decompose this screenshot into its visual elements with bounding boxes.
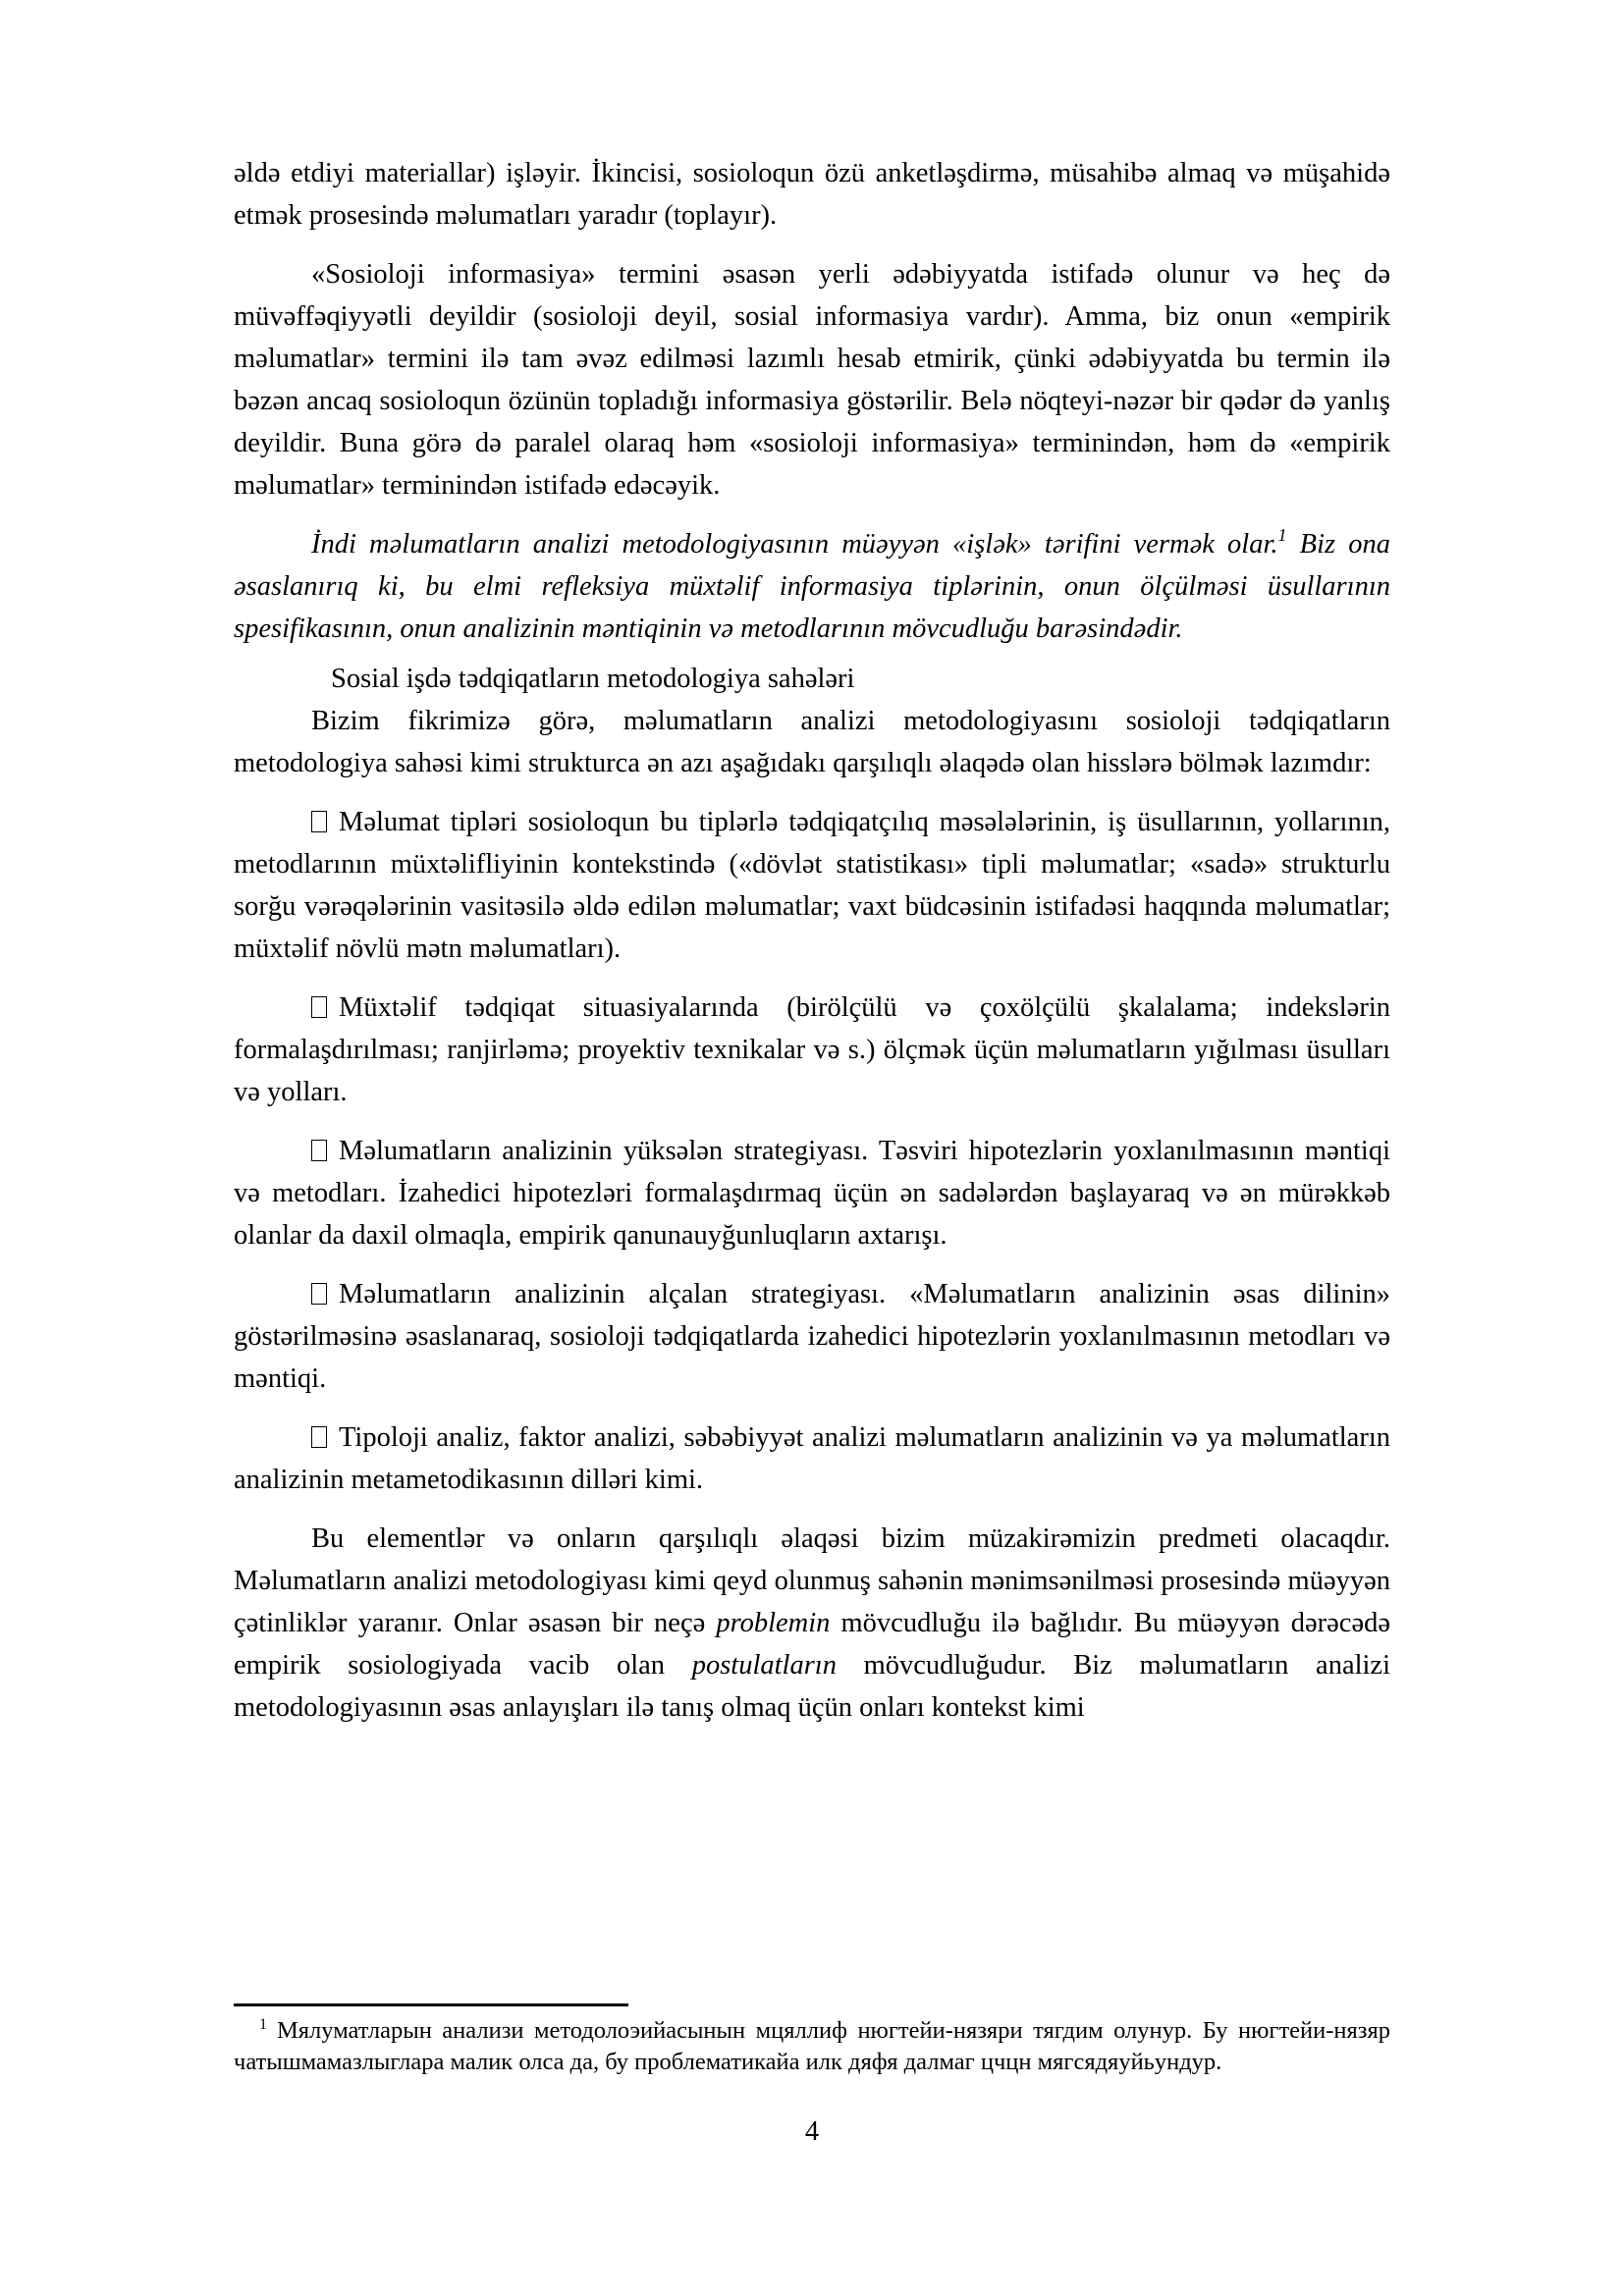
paragraph-closing	[234, 1518, 1390, 1729]
list-item	[234, 801, 1390, 970]
paragraph-intro: Bizim fikrimizə görə, məlumatların analizi metodologiyasını sosioloji tədqiqatların metodologiya sahəsi kimi strukturca ən azı aşağıdakı qarşılıqlı əlaqədə olan hisslərə bölmək lazımdır:	[234, 706, 1390, 778]
footnote	[234, 2015, 1390, 2078]
list-item	[234, 1273, 1390, 1400]
footnote-reference[interactable]: 1	[1277, 525, 1287, 545]
paragraph-sociological-information: «Sosioloji informasiya» termini əsasən yerli ədəbiyyatda istifadə olunur və heç də müvəffəqiyyətli deyildir (sosioloji deyil, sosial informasiya vardır). Amma, biz onun «empirik məlumatlar» termini ilə tam əvəz edilməsi lazımlı hesab etmirik, çünki ədəbiyyatda bu termin ilə bəzən ancaq sosioloqun özünün topladığı informasiya göstərilir. Belə nöqteyi-nəzər bir qədər də yanlış deyildir. Buna görə də paralel olaraq həm «sosioloji informasiya» terminindən, həm də «empirik məlumatlar» terminindən istifadə edəcəyik.	[234, 259, 1390, 501]
bullet-square-icon	[311, 1283, 327, 1305]
closing-italic-problemin: problemin	[716, 1608, 831, 1638]
paragraph-working-definition	[234, 523, 1390, 650]
closing-italic-postulatlarin: postulatların	[691, 1650, 837, 1681]
section-heading: Sosial işdə tədqiqatların metodologiya sahələri	[331, 664, 855, 694]
definition-text-part1: İndi məlumatların analizi metodologiyasının müəyyən «işlək» tərifini vermək olar.	[311, 529, 1278, 560]
footnote-number: 1	[259, 2016, 267, 2033]
footnote-text: Мялуматларын анализи методолоэийасынын мцяллиф нюгтейи-нязяри тягдим олунур. Бу нюгтейи-нязяр чатышмамазлыглара малик олса да, бу проблематикайа илк дяфя далмаг цчцн мягсядяуйьундур.	[234, 2017, 1390, 2075]
bullet-square-icon	[311, 811, 327, 832]
closing-text-part1: Bu elementlər və onların qarşılıqlı əlaqəsi bizim müzakirəmizin predmeti olacaqdır. Məlumatların analizi metodologiyası kimi qeyd olunmuş sahənin mənimsənilməsi prosesində müəyyən çətinliklər yaranır. Onlar əsasən bir neçə	[234, 1523, 1390, 1638]
list-item-text: Məlumat tipləri sosioloqun bu tiplərlə tədqiqatçılıq məsələlərinin, iş üsullarının, yollarının, metodlarının müxtəlifliyinin kontekstində («dövlət statistikası» tipli məlumatlar; «sadə» strukturlu sorğu vərəqələrinin vasitəsilə əldə edilən məlumatlar; vaxt büdcəsinin istifadəsi haqqında məlumatlar; müxtəlif növlü mətn məlumatları).	[234, 807, 1390, 964]
list-item-text: Məlumatların analizinin yüksələn strategiyası. Təsviri hipotezlərin yoxlanılmasının məntiqi və metodları. İzahedici hipotezləri formalaşdırmaq üçün ən sadələrdən başlayaraq və ən mürəkkəb olanlar da daxil olmaqla, empirik qanunauyğunluqların axtarışı.	[234, 1136, 1390, 1251]
bullet-square-icon	[311, 996, 327, 1018]
closing-text-part2: mövcudluğu ilə bağlıdır. Bu müəyyən dərəcədə empirik sosiologiyada vacib olan	[234, 1608, 1390, 1681]
list-item	[234, 1416, 1390, 1501]
closing-text-part3: mövcudluğudur. Biz məlumatların analizi metodologiyasının əsas anlayışları ilə tanış olmaq üçün onları kontekst kimi	[234, 1650, 1390, 1723]
page-body	[234, 152, 1390, 1729]
list-item	[234, 1130, 1390, 1256]
paragraph-continuation: əldə etdiyi materiallar) işləyir. İkincisi, sosioloqun özü anketləşdirmə, müsahibə almaq və müşahidə etmək prosesində məlumatları yaradır (toplayır).	[234, 158, 1390, 231]
list-item-text: Tipoloji analiz, faktor analizi, səbəbiyyət analizi məlumatların analizinin və ya məlumatların analizinin metametodikasının dilləri kimi.	[234, 1422, 1390, 1495]
bullet-square-icon	[311, 1426, 327, 1448]
definition-text-part2: Biz ona əsaslanırıq ki, bu elmi refleksiya müxtəlif informasiya tiplərinin, onun ölçülməsi üsullarının spesifikasının, onun analizinin məntiqinin və metodlarının mövcudluğu barəsindədir.	[234, 529, 1390, 644]
list-item-text: Məlumatların analizinin alçalan strategiyası. «Məlumatların analizinin əsas dilinin» göstərilməsinə əsaslanaraq, sosioloji tədqiqatlarda izahedici hipotezlərin yoxlanılmasının metodları və məntiqi.	[234, 1279, 1390, 1394]
list-item	[234, 987, 1390, 1113]
bullet-square-icon	[311, 1140, 327, 1161]
footnote-separator	[234, 2003, 628, 2006]
list-item-text: Müxtəlif tədqiqat situasiyalarında (birölçülü və çoxölçülü şkalalama; indekslərin formalaşdırılması; ranjirləmə; proyektiv texnikalar və s.) ölçmək üçün məlumatların yığılması üsulları və yolları.	[234, 992, 1390, 1107]
page-number: 4	[804, 2116, 820, 2147]
